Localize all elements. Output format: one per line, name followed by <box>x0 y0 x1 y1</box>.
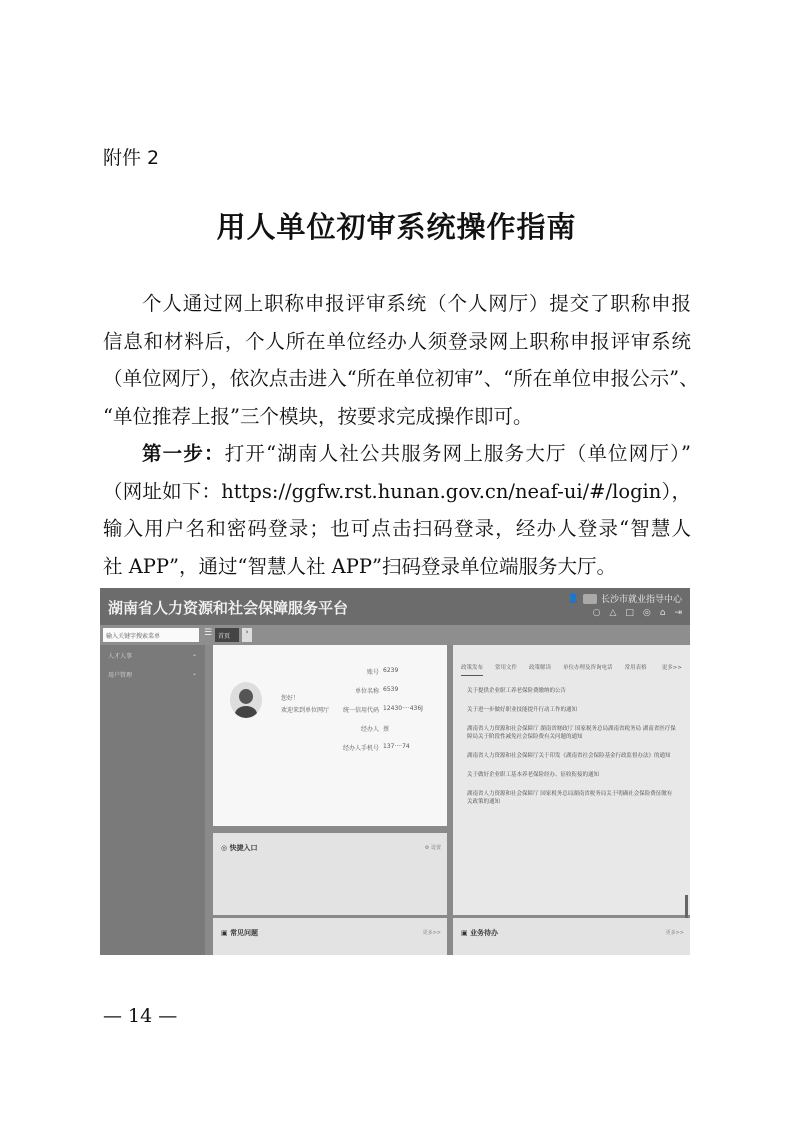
card-title: 业务待办 <box>470 929 499 937</box>
paragraph-line: 个人通过网上职称申报评审系统（个人网厅）提交了职称申报 <box>142 292 691 315</box>
search-icon[interactable]: ○ <box>592 608 601 618</box>
news-panel <box>453 645 690 915</box>
document-body <box>103 285 699 585</box>
news-item[interactable]: 关于进一步做好职业技能提升行动工作的通知 <box>467 707 578 713</box>
attachment-label: 附件 2 <box>103 147 160 169</box>
news-item[interactable]: 关于做好企业职工基本养老保险经办、征收衔接的通知 <box>467 772 600 778</box>
blurred-name <box>583 594 597 604</box>
field-label: 单位名称 <box>354 688 379 695</box>
field-value: 6239 <box>383 667 399 674</box>
profile-row <box>323 686 423 705</box>
menu-toggle-icon[interactable]: ☰ <box>204 628 213 638</box>
field-label: 经办人 <box>360 726 379 733</box>
tab-forms[interactable]: 常用表格 <box>624 665 647 671</box>
user-info[interactable] <box>568 592 682 605</box>
lock-icon[interactable]: ⌂ <box>659 608 666 618</box>
news-tabs <box>453 645 690 676</box>
greeting <box>281 693 329 717</box>
more-link[interactable]: 更多>> <box>661 665 682 671</box>
tab-contacts[interactable]: 单位办理及咨询电话 <box>563 665 613 671</box>
settings-icon[interactable]: ◎ <box>642 608 651 618</box>
sidebar <box>100 645 205 955</box>
quick-entry-card <box>213 833 447 915</box>
field-value: 12430····436J <box>383 705 423 712</box>
logout-icon[interactable]: ⇥ <box>674 608 682 618</box>
profile-row <box>323 743 423 762</box>
app-header <box>100 588 690 625</box>
profile-fields <box>323 667 423 762</box>
profile-row <box>323 705 423 724</box>
faq-card <box>213 918 447 955</box>
news-item[interactable]: 湖南省人力资源和社会保障厅 湖南省财政厅 国家税务总局湖南省税务局 湖南省医疗保障局关于阶段性减免社会保险费有关问题的通知 <box>467 726 676 740</box>
tab-home[interactable]: 首页 <box>215 628 239 642</box>
menu-search-input[interactable]: 输入关键字搜索菜单 <box>103 628 199 642</box>
paragraph-line: 输入用户名和密码登录；也可点击扫码登录，经办人登录“智慧人 <box>103 517 691 540</box>
bell-icon[interactable]: △ <box>609 608 617 618</box>
system-screenshot <box>100 588 690 955</box>
paragraph-line <box>103 435 691 473</box>
news-item[interactable]: 关于提供企业职工养老保险费缴纳的公告 <box>467 688 567 694</box>
field-label: 账号 <box>366 669 379 676</box>
paragraph-line: 社 APP”，通过“智慧人社 APP”扫码登录单位端服务大厅。 <box>103 554 616 578</box>
profile-card <box>213 645 447 826</box>
news-item[interactable]: 湖南省人力资源和社会保障厅关于印发《湖南省社会保险基金行政监督办法》的通知 <box>467 753 671 759</box>
card-title: 常见问题 <box>230 929 259 937</box>
settings-link[interactable]: ⚙ 设置 <box>424 845 441 851</box>
platform-brand: 湖南省人力资源和社会保障服务平台 <box>108 599 349 617</box>
news-item[interactable]: 湖南省人力资源和社会保障厅 国家税务总局湖南省税务局关于明确社会保险费征缴有关政策的通知 <box>467 791 673 805</box>
field-value: 137····74 <box>383 743 410 750</box>
page-number: — 14 — <box>103 1005 178 1027</box>
header-icons <box>593 608 682 618</box>
tab-files[interactable]: 常用文件 <box>495 665 518 671</box>
user-icon: 👤 <box>567 593 579 604</box>
sidebar-item-label: 用户管理 <box>108 672 133 679</box>
greeting-line: 欢迎来到单位网厅 <box>281 707 330 714</box>
tab-interpretation[interactable]: 政策解读 <box>529 665 552 671</box>
paragraph-line: 信息和材料后，个人所在单位经办人须登录网上职称申报评审系统 <box>103 329 691 353</box>
quick-entry-title: ◎ 快捷入口 <box>221 844 258 852</box>
avatar <box>230 682 262 718</box>
todo-title: ▣ 业务待办 <box>461 929 499 937</box>
field-value: 6539 <box>383 686 399 693</box>
more-link[interactable]: 更多>> <box>665 930 684 936</box>
field-label: 经办人手机号 <box>342 745 379 752</box>
chevron-down-icon: ⌄ <box>191 651 197 658</box>
todo-card <box>453 918 690 955</box>
tab-arrow-button[interactable]: › <box>242 628 252 642</box>
step-text: 打开“湖南人社公共服务网上服务大厅（单位网厅）” <box>224 442 691 465</box>
paragraph-line: “单位推荐上报”三个模块，按要求完成操作即可。 <box>103 404 533 428</box>
paragraph-line: （网址如下：https://ggfw.rst.hunan.gov.cn/neaf-ui/#/login）， <box>103 479 691 503</box>
card-title: 快捷入口 <box>229 844 258 852</box>
faq-title: ▣ 常见问题 <box>221 929 259 937</box>
profile-row <box>323 724 423 743</box>
paragraph-line: （单位网厅），依次点击进入“所在单位初审”、“所在单位申报公示”、 <box>103 367 699 390</box>
toolbar <box>100 625 690 645</box>
document-title: 用人单位初审系统操作指南 <box>216 210 577 244</box>
sidebar-item-label: 人才人事 <box>108 653 133 660</box>
field-value: 蔡 <box>383 726 390 733</box>
sidebar-item-users[interactable] <box>100 664 205 683</box>
tab-policy[interactable]: 政策发布 <box>461 663 483 676</box>
more-link[interactable]: 更多>> <box>422 930 441 936</box>
chevron-down-icon: ⌄ <box>191 670 197 677</box>
profile-row <box>323 667 423 686</box>
step-label: 第一步： <box>142 442 225 465</box>
doc-icon[interactable]: □ <box>625 608 634 618</box>
sidebar-item-talent[interactable] <box>100 645 205 664</box>
org-name: 长沙市就业指导中心 <box>600 595 682 605</box>
field-label: 统一信用代码 <box>342 707 379 714</box>
greeting-line: 您好！ <box>281 695 300 702</box>
